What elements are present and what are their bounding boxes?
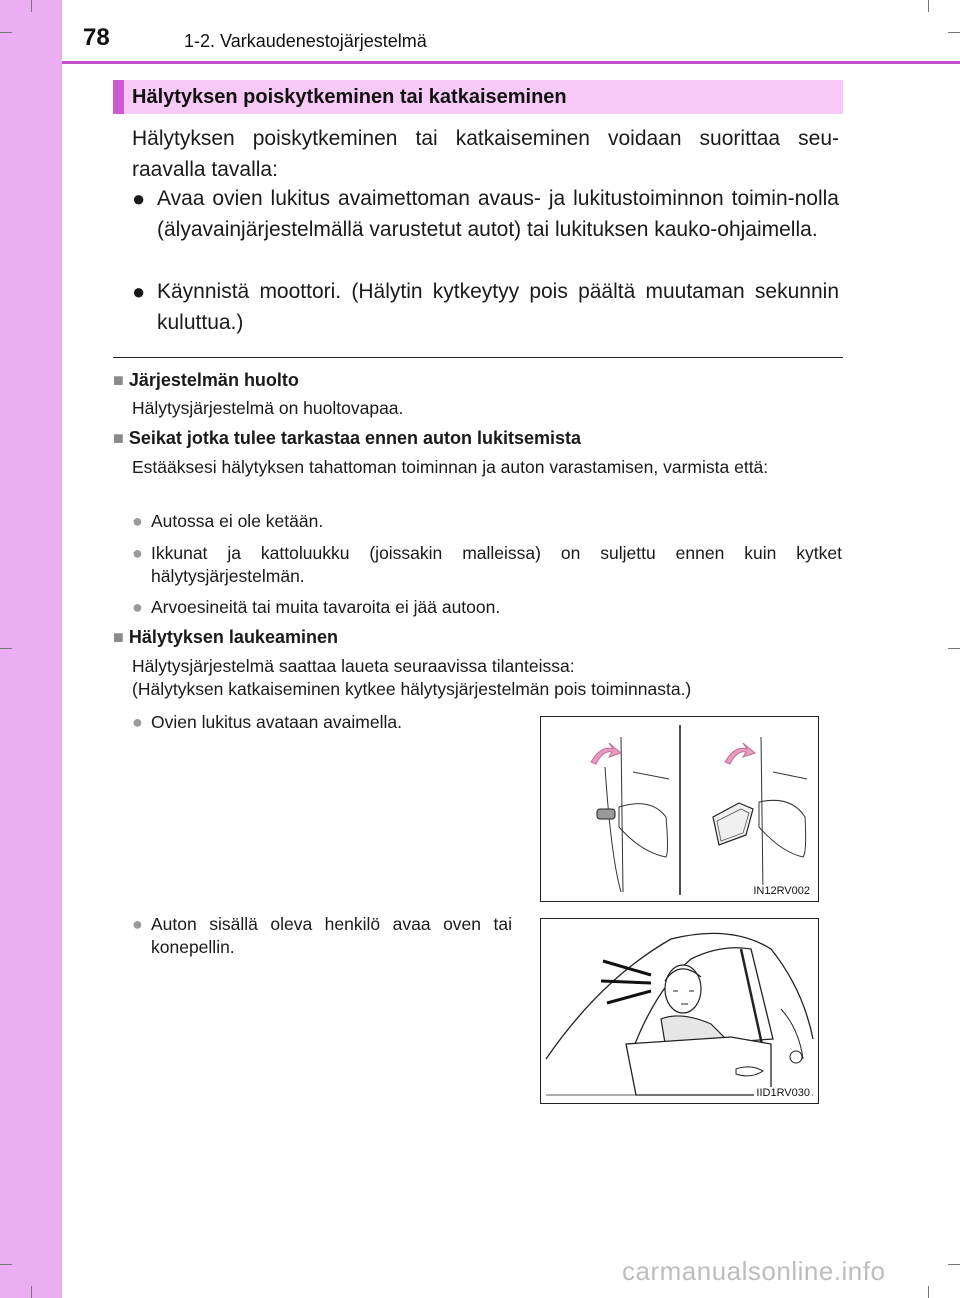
section-title: Hälytyksen poiskytkeminen tai katkaiseminen <box>132 86 567 108</box>
square-bullet: ■ <box>113 370 124 390</box>
square-bullet: ■ <box>113 627 124 647</box>
crop-mark <box>0 1264 12 1265</box>
key-illustration <box>541 717 818 901</box>
turn-arrow-icon <box>591 743 621 764</box>
figure-code: IID1RV030 <box>756 1087 810 1099</box>
section-bullet <box>132 183 839 245</box>
note-text: Hälytysjärjestelmä saattaa laueta seuraavissa tilanteissa: <box>132 656 575 676</box>
note-text: Estääksesi hälytyksen tahattoman toiminnan ja auton varastamisen, varmista että: <box>132 457 769 477</box>
turn-arrow-icon <box>725 743 755 764</box>
section-title-box <box>113 80 843 114</box>
trigger-item-text: Auton sisällä oleva henkilö avaa oven tai konepellin. <box>151 914 512 957</box>
bullet-dot: ● <box>132 186 146 211</box>
figure-person-opening-door <box>540 918 819 1104</box>
trigger-item <box>132 711 512 734</box>
bullet-text: Käynnistä moottori. (Hälytin kytkeytyy pois päältä muutaman sekunnin kuluttua.) <box>157 280 839 334</box>
check-item <box>132 510 842 533</box>
page-number: 78 <box>83 24 110 51</box>
trigger-item <box>132 913 512 959</box>
side-color-band <box>0 0 62 1298</box>
crop-mark <box>0 32 12 33</box>
crop-mark <box>928 0 929 12</box>
crop-mark <box>31 0 32 12</box>
crop-mark <box>31 1286 32 1298</box>
square-bullet: ■ <box>113 428 124 448</box>
bullet-dot: ● <box>132 914 143 934</box>
car-door-illustration <box>541 919 818 1103</box>
trigger-item-text: Ovien lukitus avataan avaimella. <box>151 712 402 732</box>
note-heading <box>113 627 338 648</box>
bullet-dot: ● <box>132 712 143 732</box>
bullet-dot: ● <box>132 279 146 304</box>
check-item <box>132 596 842 619</box>
note-heading <box>113 428 581 449</box>
site-watermark: carmanualsonline.info <box>622 1256 886 1286</box>
note-heading <box>113 370 299 391</box>
check-item-text: Autossa ei ole ketään. <box>151 511 324 531</box>
crop-mark <box>948 1264 960 1265</box>
bullet-dot: ● <box>132 511 143 531</box>
check-item-text: Ikkunat ja kattoluukku (joissakin malleissa) on suljettu ennen kuin kytket hälytysjärjestelmän. <box>151 543 842 586</box>
note-heading-text: Seikat jotka tulee tarkastaa ennen auton lukitsemista <box>128 428 582 448</box>
figure-code: IN12RV002 <box>753 885 810 897</box>
check-item-text: Arvoesineitä tai muita tavaroita ei jää autoon. <box>151 597 501 617</box>
crop-mark <box>948 648 960 649</box>
section-intro: Hälytyksen poiskytkeminen tai katkaiseminen voidaan suorittaa seu-raavalla tavalla: <box>132 127 839 181</box>
check-item <box>132 542 842 588</box>
bullet-dot: ● <box>132 597 143 617</box>
section-bullet <box>132 276 839 338</box>
note-heading-text: Hälytyksen laukeaminen <box>128 627 338 647</box>
chapter-title: 1-2. Varkaudenestojärjestelmä <box>184 31 427 51</box>
figure-key-in-lock <box>540 716 819 902</box>
section-divider <box>113 357 843 358</box>
section-title-accent <box>113 80 124 114</box>
crop-mark <box>948 32 960 33</box>
bullet-dot: ● <box>132 543 143 563</box>
crop-mark <box>0 648 12 649</box>
header-rule <box>62 61 960 64</box>
bullet-text: Avaa ovien lukitus avaimettoman avaus- ja lukitustoiminnon toimin-nolla (älyavainjärjestelmällä varustetut autot) tai lukituksen kauko-ohjaimella. <box>157 187 839 241</box>
note-text: Hälytysjärjestelmä on huoltovapaa. <box>132 398 404 418</box>
note-text: (Hälytyksen katkaiseminen kytkee hälytysjärjestelmän pois toiminnasta.) <box>132 679 692 699</box>
crop-mark <box>928 1286 929 1298</box>
note-heading-text: Järjestelmän huolto <box>128 370 299 390</box>
